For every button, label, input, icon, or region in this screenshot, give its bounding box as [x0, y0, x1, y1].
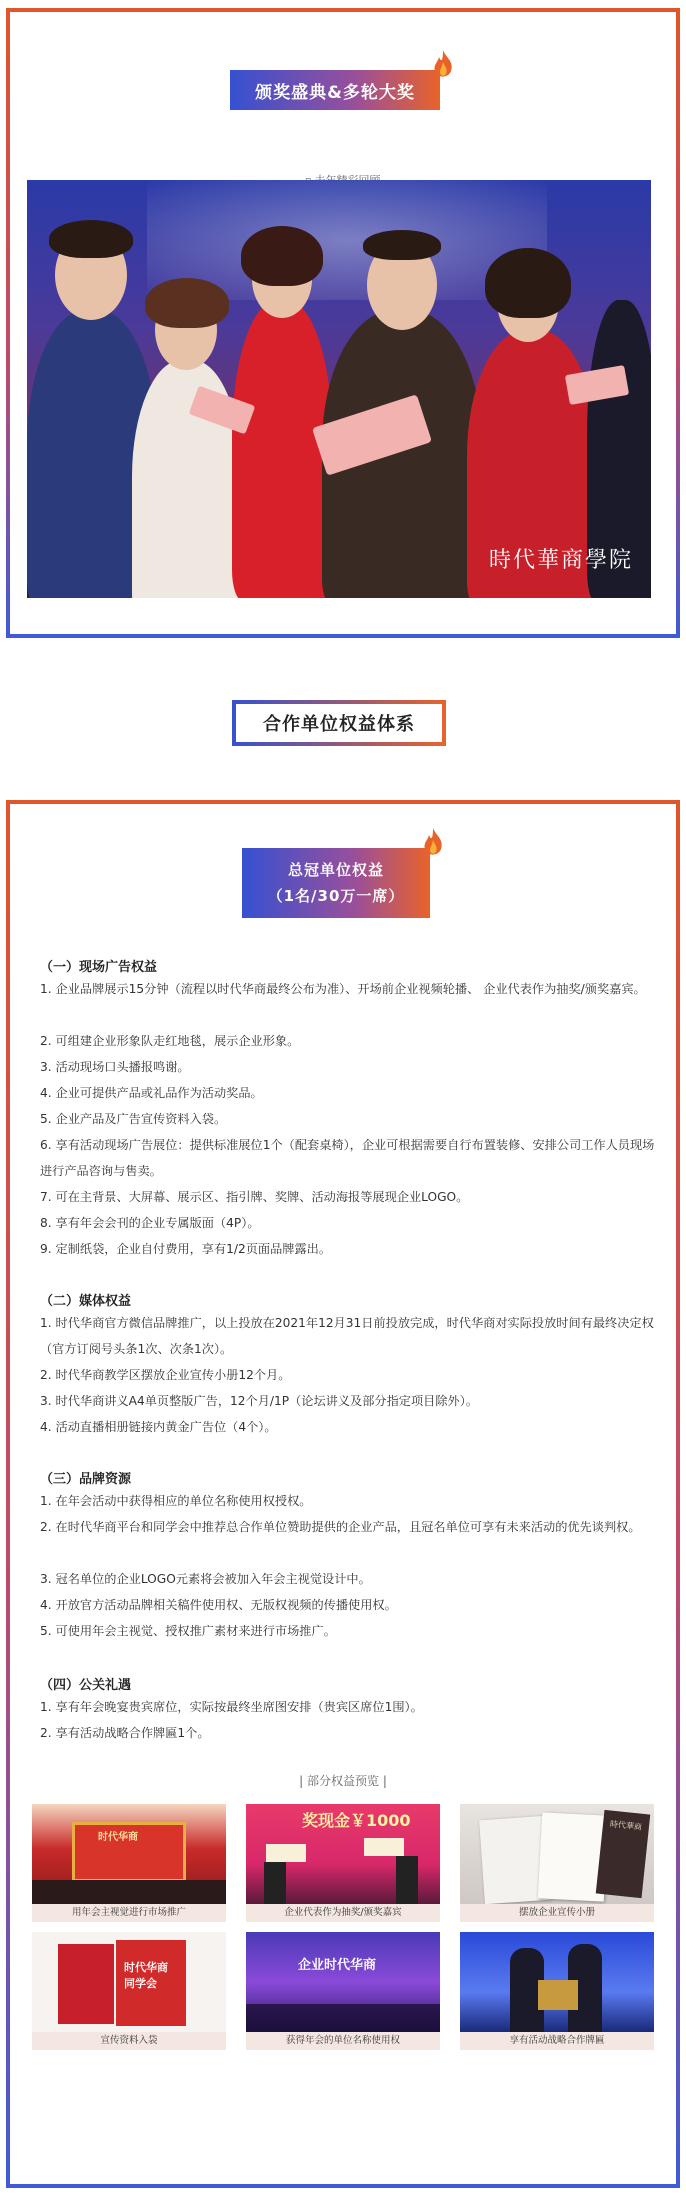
partner-title: 合作单位权益体系 — [263, 714, 415, 735]
preview-image — [246, 1804, 440, 1904]
preview-thumb — [32, 1804, 226, 1922]
list-item: 1. 享有年会晚宴贵宾席位，实际按最终坐席图安排（贵宾区席位1围）。 — [40, 1700, 423, 1714]
flame-icon — [422, 828, 444, 858]
list-item: 1. 时代华商官方微信品牌推广，以上投放在2021年12月31日前投放完成，时代华商对实际投放时间有最终决定权（官方订阅号头条1次、次条1次）。 — [40, 1316, 654, 1356]
thumb-sign: 奖现金￥1000 — [302, 1811, 411, 1830]
list-item: 4. 开放官方活动品牌相关稿件使用权、无版权视频的传播使用权。 — [40, 1598, 397, 1612]
list-item: 2. 在时代华商平台和同学会中推荐总合作单位赞助提供的企业产品，且冠名单位可享有未来活动的优先谈判权。 — [40, 1520, 641, 1534]
preview-image — [246, 1932, 440, 2032]
title-sponsor-badge — [242, 848, 430, 918]
list-item: 1. 在年会活动中获得相应的单位名称使用权授权。 — [40, 1494, 312, 1508]
list-item: 2. 可组建企业形象队走红地毯，展示企业形象。 — [40, 1034, 300, 1048]
list-item: 1. 企业品牌展示15分钟（流程以时代华商最终公布为准）、开场前企业视频轮播、 企业代表作为抽奖/颁奖嘉宾。 — [40, 982, 646, 996]
preview-image — [460, 1932, 654, 2032]
thumb-sign: 时代华商 — [98, 1832, 138, 1843]
rights-section-frame — [6, 800, 680, 2188]
preview-image — [32, 1932, 226, 2032]
preview-thumb — [460, 1804, 654, 1922]
list-item: 2. 时代华商教学区摆放企业宣传小册12个月。 — [40, 1368, 291, 1382]
list-item: 5. 可使用年会主视觉、授权推广素材来进行市场推广。 — [40, 1624, 336, 1638]
list-item: 3. 时代华商讲义A4单页整版广告，12个月/1P（论坛讲义及部分指定项目除外）。 — [40, 1394, 479, 1408]
preview-caption: 享有活动战略合作牌匾 — [460, 2032, 654, 2050]
list-item: 5. 企业产品及广告宣传资料入袋。 — [40, 1112, 227, 1126]
preview-thumb — [32, 1932, 226, 2050]
preview-image — [32, 1804, 226, 1904]
list-item: 4. 企业可提供产品或礼品作为活动奖品。 — [40, 1086, 263, 1100]
section-title: （二）媒体权益 — [40, 1294, 132, 1309]
title-sponsor-title: 总冠单位权益 — [287, 861, 384, 879]
awards-title: 颁奖盛典&多轮大奖 — [255, 82, 415, 103]
rights-section — [10, 804, 676, 2184]
preview-caption: 获得年会的单位名称使用权 — [246, 2032, 440, 2050]
thumb-sign: 時代華商 — [596, 1810, 651, 1898]
list-item: 7. 可在主背景、大屏幕、展示区、指引牌、奖牌、活动海报等展现企业LOGO。 — [40, 1190, 469, 1204]
photo-logo: 時代華商學院 — [488, 548, 633, 573]
thumb-sign: 企业时代华商 — [298, 1958, 377, 1973]
thumb-sign: 时代华商 同学会 — [116, 1940, 186, 2026]
flame-icon — [432, 50, 454, 80]
preview-caption: 摆放企业宣传小册 — [460, 1904, 654, 1922]
partner-title-badge — [232, 700, 446, 746]
list-item: 3. 活动现场口头播报鸣谢。 — [40, 1060, 190, 1074]
preview-thumb — [246, 1804, 440, 1922]
list-item: 8. 享有年会会刊的企业专属版面（4P）。 — [40, 1216, 260, 1230]
list-item: 4. 活动直播相册链接内黄金广告位（4个）。 — [40, 1420, 277, 1434]
awards-title-badge — [230, 70, 440, 110]
list-item: 3. 冠名单位的企业LOGO元素将会被加入年会主视觉设计中。 — [40, 1572, 371, 1586]
awards-highlight-photo — [27, 180, 651, 598]
list-item: 9. 定制纸袋，企业自付费用，享有1/2页面品牌露出。 — [40, 1242, 332, 1256]
section-title: （四）公关礼遇 — [40, 1678, 132, 1693]
preview-caption: 宣传资料入袋 — [32, 2032, 226, 2050]
preview-thumb — [246, 1932, 440, 2050]
section-title: （一）现场广告权益 — [40, 960, 158, 975]
list-item: 6. 享有活动现场广告展位：提供标准展位1个（配套桌椅），企业可根据需要自行布置装修、安排公司工作人员现场进行产品咨询与售卖。 — [40, 1138, 655, 1178]
preview-image — [460, 1804, 654, 1904]
preview-caption: 用年会主视觉进行市场推广 — [32, 1904, 226, 1922]
list-item: 2. 享有活动战略合作牌匾1个。 — [40, 1726, 210, 1740]
title-sponsor-price: （1名/30万一席） — [267, 887, 405, 905]
preview-label: | 部分权益预览 | — [299, 1774, 387, 1788]
section-title: （三）品牌资源 — [40, 1472, 132, 1487]
preview-thumb — [460, 1932, 654, 2050]
preview-caption: 企业代表作为抽奖/颁奖嘉宾 — [246, 1904, 440, 1922]
